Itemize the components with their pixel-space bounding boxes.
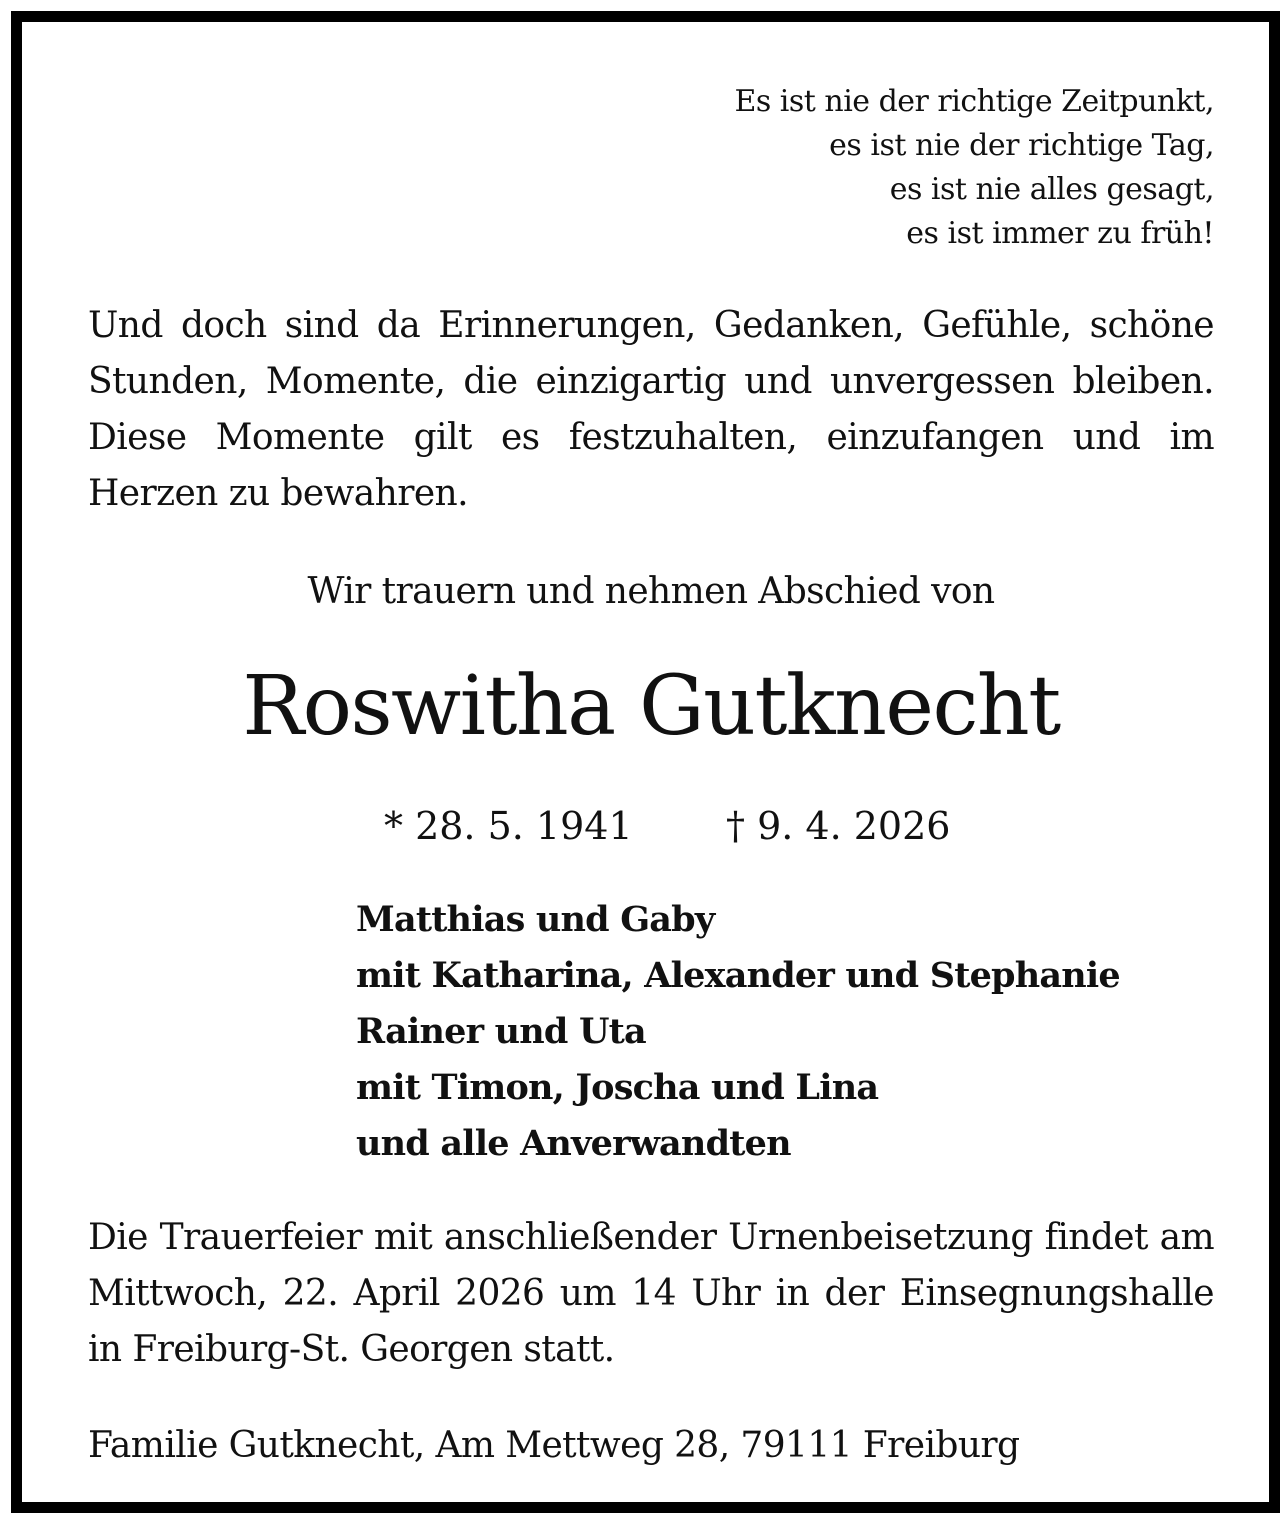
family-list bbox=[356, 892, 1120, 1172]
obituary-frame bbox=[11, 11, 1280, 1513]
family-line: mit Katharina, Alexander und Stephanie bbox=[356, 955, 1120, 996]
family-line: mit Timon, Joscha und Lina bbox=[356, 1067, 879, 1108]
deceased-name: Roswitha Gutknecht bbox=[242, 659, 1060, 754]
birth-date: * 28. 5. 1941 bbox=[384, 804, 633, 848]
poem-line: es ist nie der richtige Tag, bbox=[829, 128, 1214, 163]
family-line: Rainer und Uta bbox=[356, 1011, 646, 1052]
family-line: Matthias und Gaby bbox=[356, 899, 715, 940]
family-address: Familie Gutknecht, Am Mettweg 28, 79111 Freiburg bbox=[88, 1425, 1020, 1466]
poem bbox=[734, 80, 1214, 256]
poem-line: es ist nie alles gesagt, bbox=[889, 172, 1214, 207]
intro-paragraph: Und doch sind da Erinnerungen, Gedanken, Gefühle, schöne Stunden, Momente, die einzigartig und unvergessen bleiben. Diese Momente gilt es festzuhalten, einzufangen und im Herzen zu bewahren. bbox=[88, 305, 1214, 514]
poem-line: es ist immer zu früh! bbox=[906, 216, 1214, 251]
poem-line: Es ist nie der richtige Zeitpunkt, bbox=[734, 84, 1214, 119]
ceremony-paragraph: Die Trauerfeier mit anschließender Urnenbeisetzung findet am Mittwoch, 22. April 2026 um 14 Uhr in der Einsegnungshalle in Freiburg-St. Georgen statt. bbox=[88, 1217, 1214, 1370]
family-line: und alle Anverwandten bbox=[356, 1123, 791, 1164]
death-date: † 9. 4. 2026 bbox=[726, 804, 951, 848]
mourning-line: Wir trauern und nehmen Abschied von bbox=[307, 571, 995, 612]
